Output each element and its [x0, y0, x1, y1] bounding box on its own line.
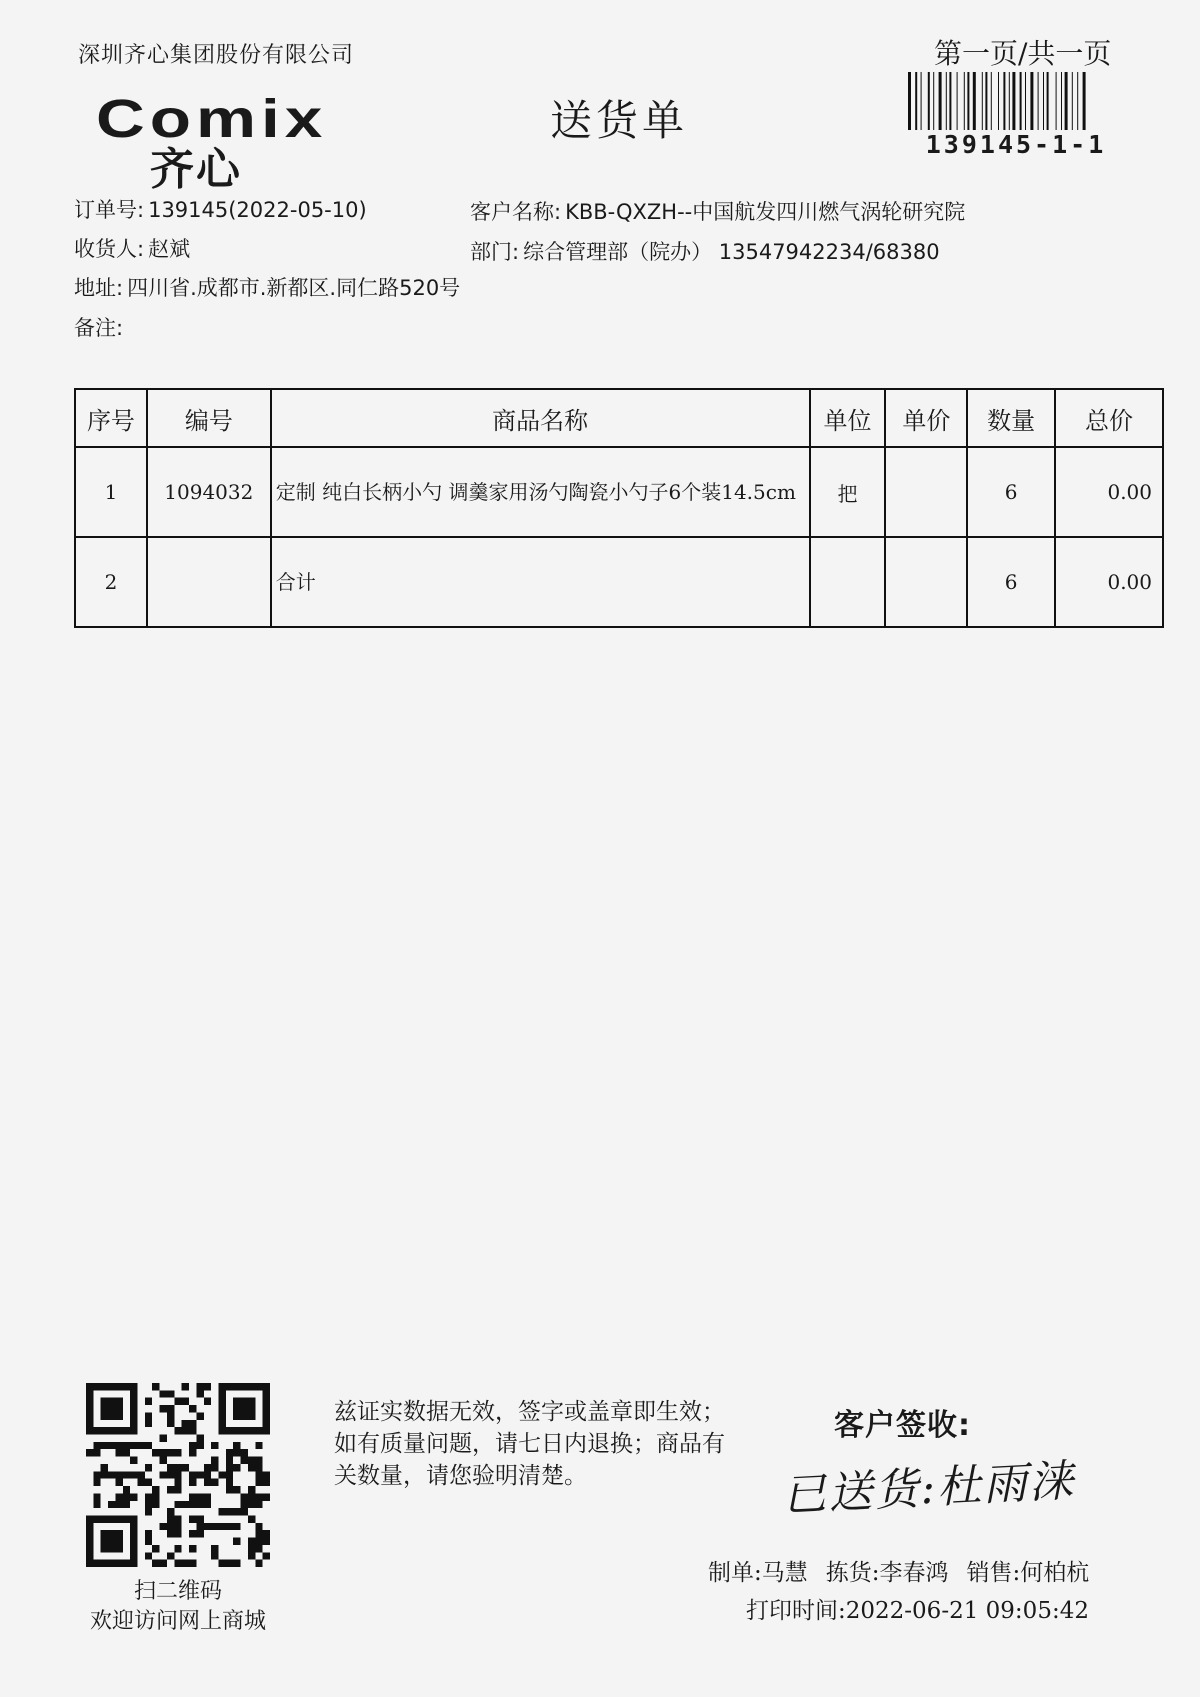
cell-price [885, 447, 967, 537]
header-name: 商品名称 [271, 389, 810, 447]
address-value: 四川省.成都市.新都区.同仁路520号 [127, 276, 461, 300]
address-field [74, 272, 460, 302]
handwritten-signature: 已送货:杜雨涞 [781, 1455, 1077, 1522]
remark-field [74, 312, 127, 342]
customer-value: KBB-QXZH--中国航发四川燃气涡轮研究院 [565, 200, 966, 224]
qr-caption-scan: 扫二维码 [133, 1579, 222, 1604]
header-total: 总价 [1055, 389, 1163, 447]
cell-total: 0.00 [1055, 447, 1163, 537]
order-number-value: 139145(2022-05-10) [148, 198, 367, 222]
cell-code [147, 537, 271, 627]
receiver-value: 赵斌 [148, 237, 191, 261]
table-row-total [75, 537, 1163, 627]
receiver-label: 收货人: [74, 237, 145, 261]
department-value: 综合管理部（院办） 13547942234/68380 [523, 240, 940, 264]
cell-unit [810, 537, 886, 627]
header-unit: 单位 [810, 389, 886, 447]
order-number-field [74, 194, 367, 224]
cell-total: 0.00 [1055, 537, 1163, 627]
cell-seq: 2 [75, 537, 147, 627]
cell-name: 合计 [271, 537, 810, 627]
table-header-row [75, 389, 1163, 447]
table-row [75, 447, 1163, 537]
receiver-field [74, 233, 190, 263]
items-table [74, 388, 1164, 628]
company-name: 深圳齐心集团股份有限公司 [78, 43, 355, 68]
comix-logo [96, 89, 336, 195]
address-label: 地址: [74, 276, 124, 300]
barcode-number: 139145-1-1 [925, 130, 1107, 159]
logo-en-text: Comix [96, 89, 328, 149]
department-label: 部门: [470, 240, 520, 264]
cell-code: 1094032 [147, 447, 271, 537]
customer-sign-label: 客户签收: [834, 1408, 971, 1443]
page-indicator: 第一页/共一页 [934, 37, 1112, 70]
cell-price [885, 537, 967, 627]
customer-label: 客户名称: [470, 200, 562, 224]
notice-text: 兹证实数据无效，签字或盖章即生效；如有质量问题，请七日内退换；商品有关数量，请您验明清楚。 [334, 1399, 725, 1489]
header-qty: 数量 [967, 389, 1055, 447]
header-code: 编号 [147, 389, 271, 447]
header-price: 单价 [885, 389, 967, 447]
qr-caption-welcome: 欢迎访问网上商城 [89, 1609, 266, 1634]
cell-name: 定制 纯白长柄小勺 调羹家用汤勺陶瓷小勺子6个装14.5cm [271, 447, 810, 537]
qr-code-icon[interactable] [86, 1383, 270, 1567]
cell-unit: 把 [810, 447, 886, 537]
department-field [470, 236, 940, 266]
header-seq: 序号 [75, 389, 147, 447]
cell-qty: 6 [967, 537, 1055, 627]
remark-label: 备注: [74, 316, 124, 340]
maker-text: 制单:马慧 [708, 1560, 808, 1586]
order-number-label: 订单号: [74, 198, 145, 222]
picker-text: 拣货:李春鸿 [825, 1560, 949, 1586]
cell-seq: 1 [75, 447, 147, 537]
barcode-icon [908, 72, 1124, 130]
cell-qty: 6 [967, 447, 1055, 537]
document-title: 送货单 [550, 96, 689, 145]
customer-field [470, 196, 965, 226]
staff-line [708, 1554, 1107, 1587]
print-time: 打印时间:2022-06-21 09:05:42 [746, 1598, 1089, 1624]
sales-text: 销售:何柏杭 [966, 1560, 1090, 1586]
logo-cn-text: 齐心 [150, 144, 242, 195]
